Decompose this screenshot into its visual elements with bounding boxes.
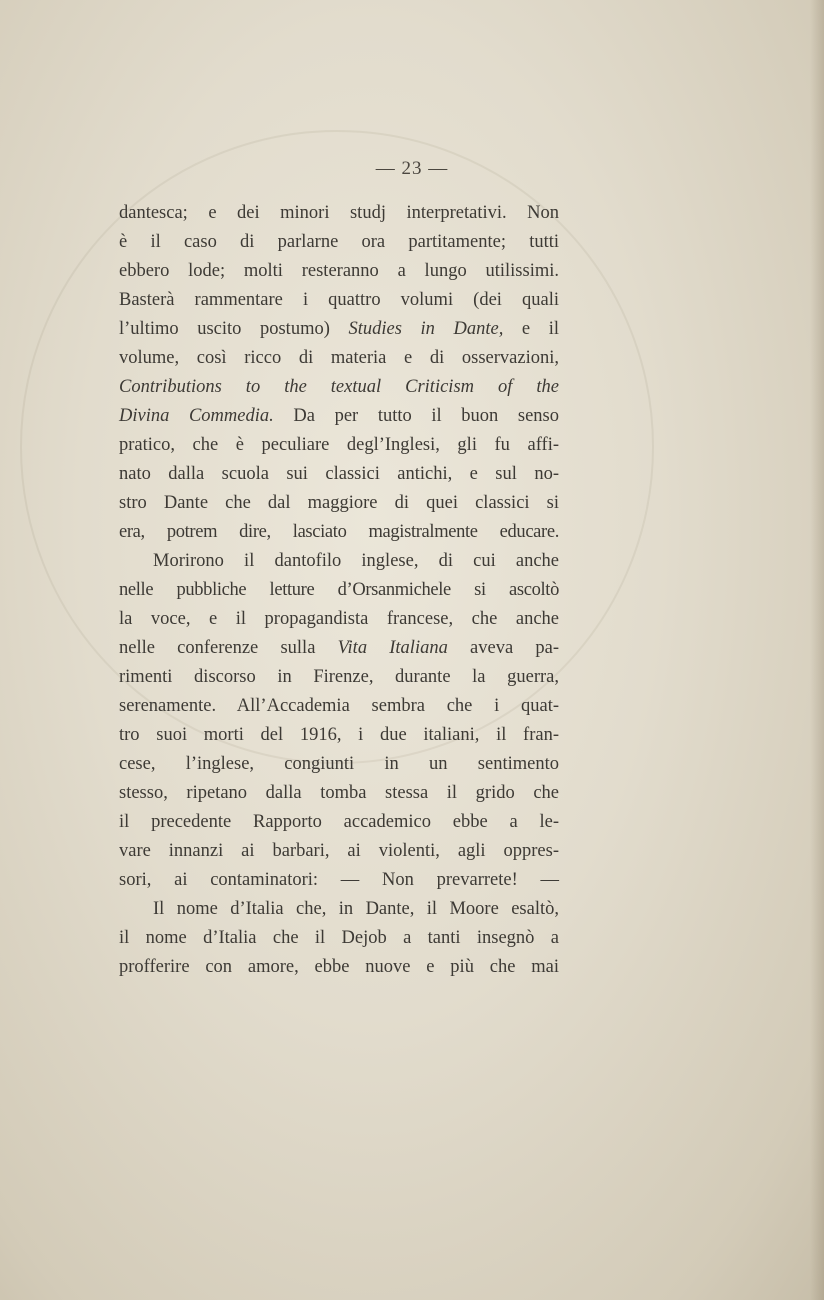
text-line: era, potrem dire, lasciato magistralmente educare. <box>119 522 559 542</box>
text-line: l’ultimo uscito postumo) Studies in Dante, e il <box>119 319 559 339</box>
text-line: nato dalla scuola sui classici antichi, e sul no- <box>119 464 559 484</box>
text-line: rimenti discorso in Firenze, durante la guerra, <box>119 667 559 687</box>
paragraph-start-line: Il nome d’Italia che, in Dante, il Moore esaltò, <box>153 899 559 919</box>
text-line: stro Dante che dal maggiore di quei classici si <box>119 493 559 513</box>
italic-title: Contributions to the textual Criticism of the <box>119 377 559 397</box>
text-line: cese, l’inglese, congiunti in un sentimento <box>119 754 559 774</box>
body-text <box>119 199 559 982</box>
text-line: vare innanzi ai barbari, ai violenti, agli oppres- <box>119 841 559 861</box>
text-line: nelle pubbliche letture d’Orsanmichele si ascoltò <box>119 580 559 600</box>
text-line: nelle conferenze sulla Vita Italiana aveva pa- <box>119 638 559 658</box>
italic-title: Studies in Dante, <box>348 319 504 339</box>
text-line: ebbero lode; molti resteranno a lungo utilissimi. <box>119 261 559 281</box>
text-line: è il caso di parlarne ora partitamente; tutti <box>119 232 559 252</box>
text-line <box>119 373 559 402</box>
italic-title: Divina Commedia. <box>119 406 274 426</box>
text-line: la voce, e il propagandista francese, che anche <box>119 609 559 629</box>
text-line: tro suoi morti del 1916, i due italiani, il fran- <box>119 725 559 745</box>
page-number: — 23 — <box>375 158 449 179</box>
paragraph-start-line: Morirono il dantofilo inglese, di cui anche <box>153 551 559 571</box>
text-line: volume, così ricco di materia e di osservazioni, <box>119 348 559 368</box>
text-line: il precedente Rapporto accademico ebbe a le- <box>119 812 559 832</box>
text-line: dantesca; e dei minori studj interpretativi. Non <box>119 203 559 223</box>
text-line: Basterà rammentare i quattro volumi (dei quali <box>119 290 559 310</box>
text-line: il nome d’Italia che il Dejob a tanti insegnò a <box>119 928 559 948</box>
text-line: Divina Commedia. Da per tutto il buon senso <box>119 406 559 426</box>
text-line: pratico, che è peculiare degl’Inglesi, gli fu affi- <box>119 435 559 455</box>
text-line: profferire con amore, ebbe nuove e più che mai <box>119 957 559 977</box>
page-edge-shadow <box>810 0 824 1300</box>
text-line: sori, ai contaminatori: — Non prevarrete! — <box>119 870 559 890</box>
text-line: stesso, ripetano dalla tomba stessa il grido che <box>119 783 559 803</box>
text-line: serenamente. All’Accademia sembra che i quat- <box>119 696 559 716</box>
italic-title: Vita Italiana <box>337 638 448 658</box>
